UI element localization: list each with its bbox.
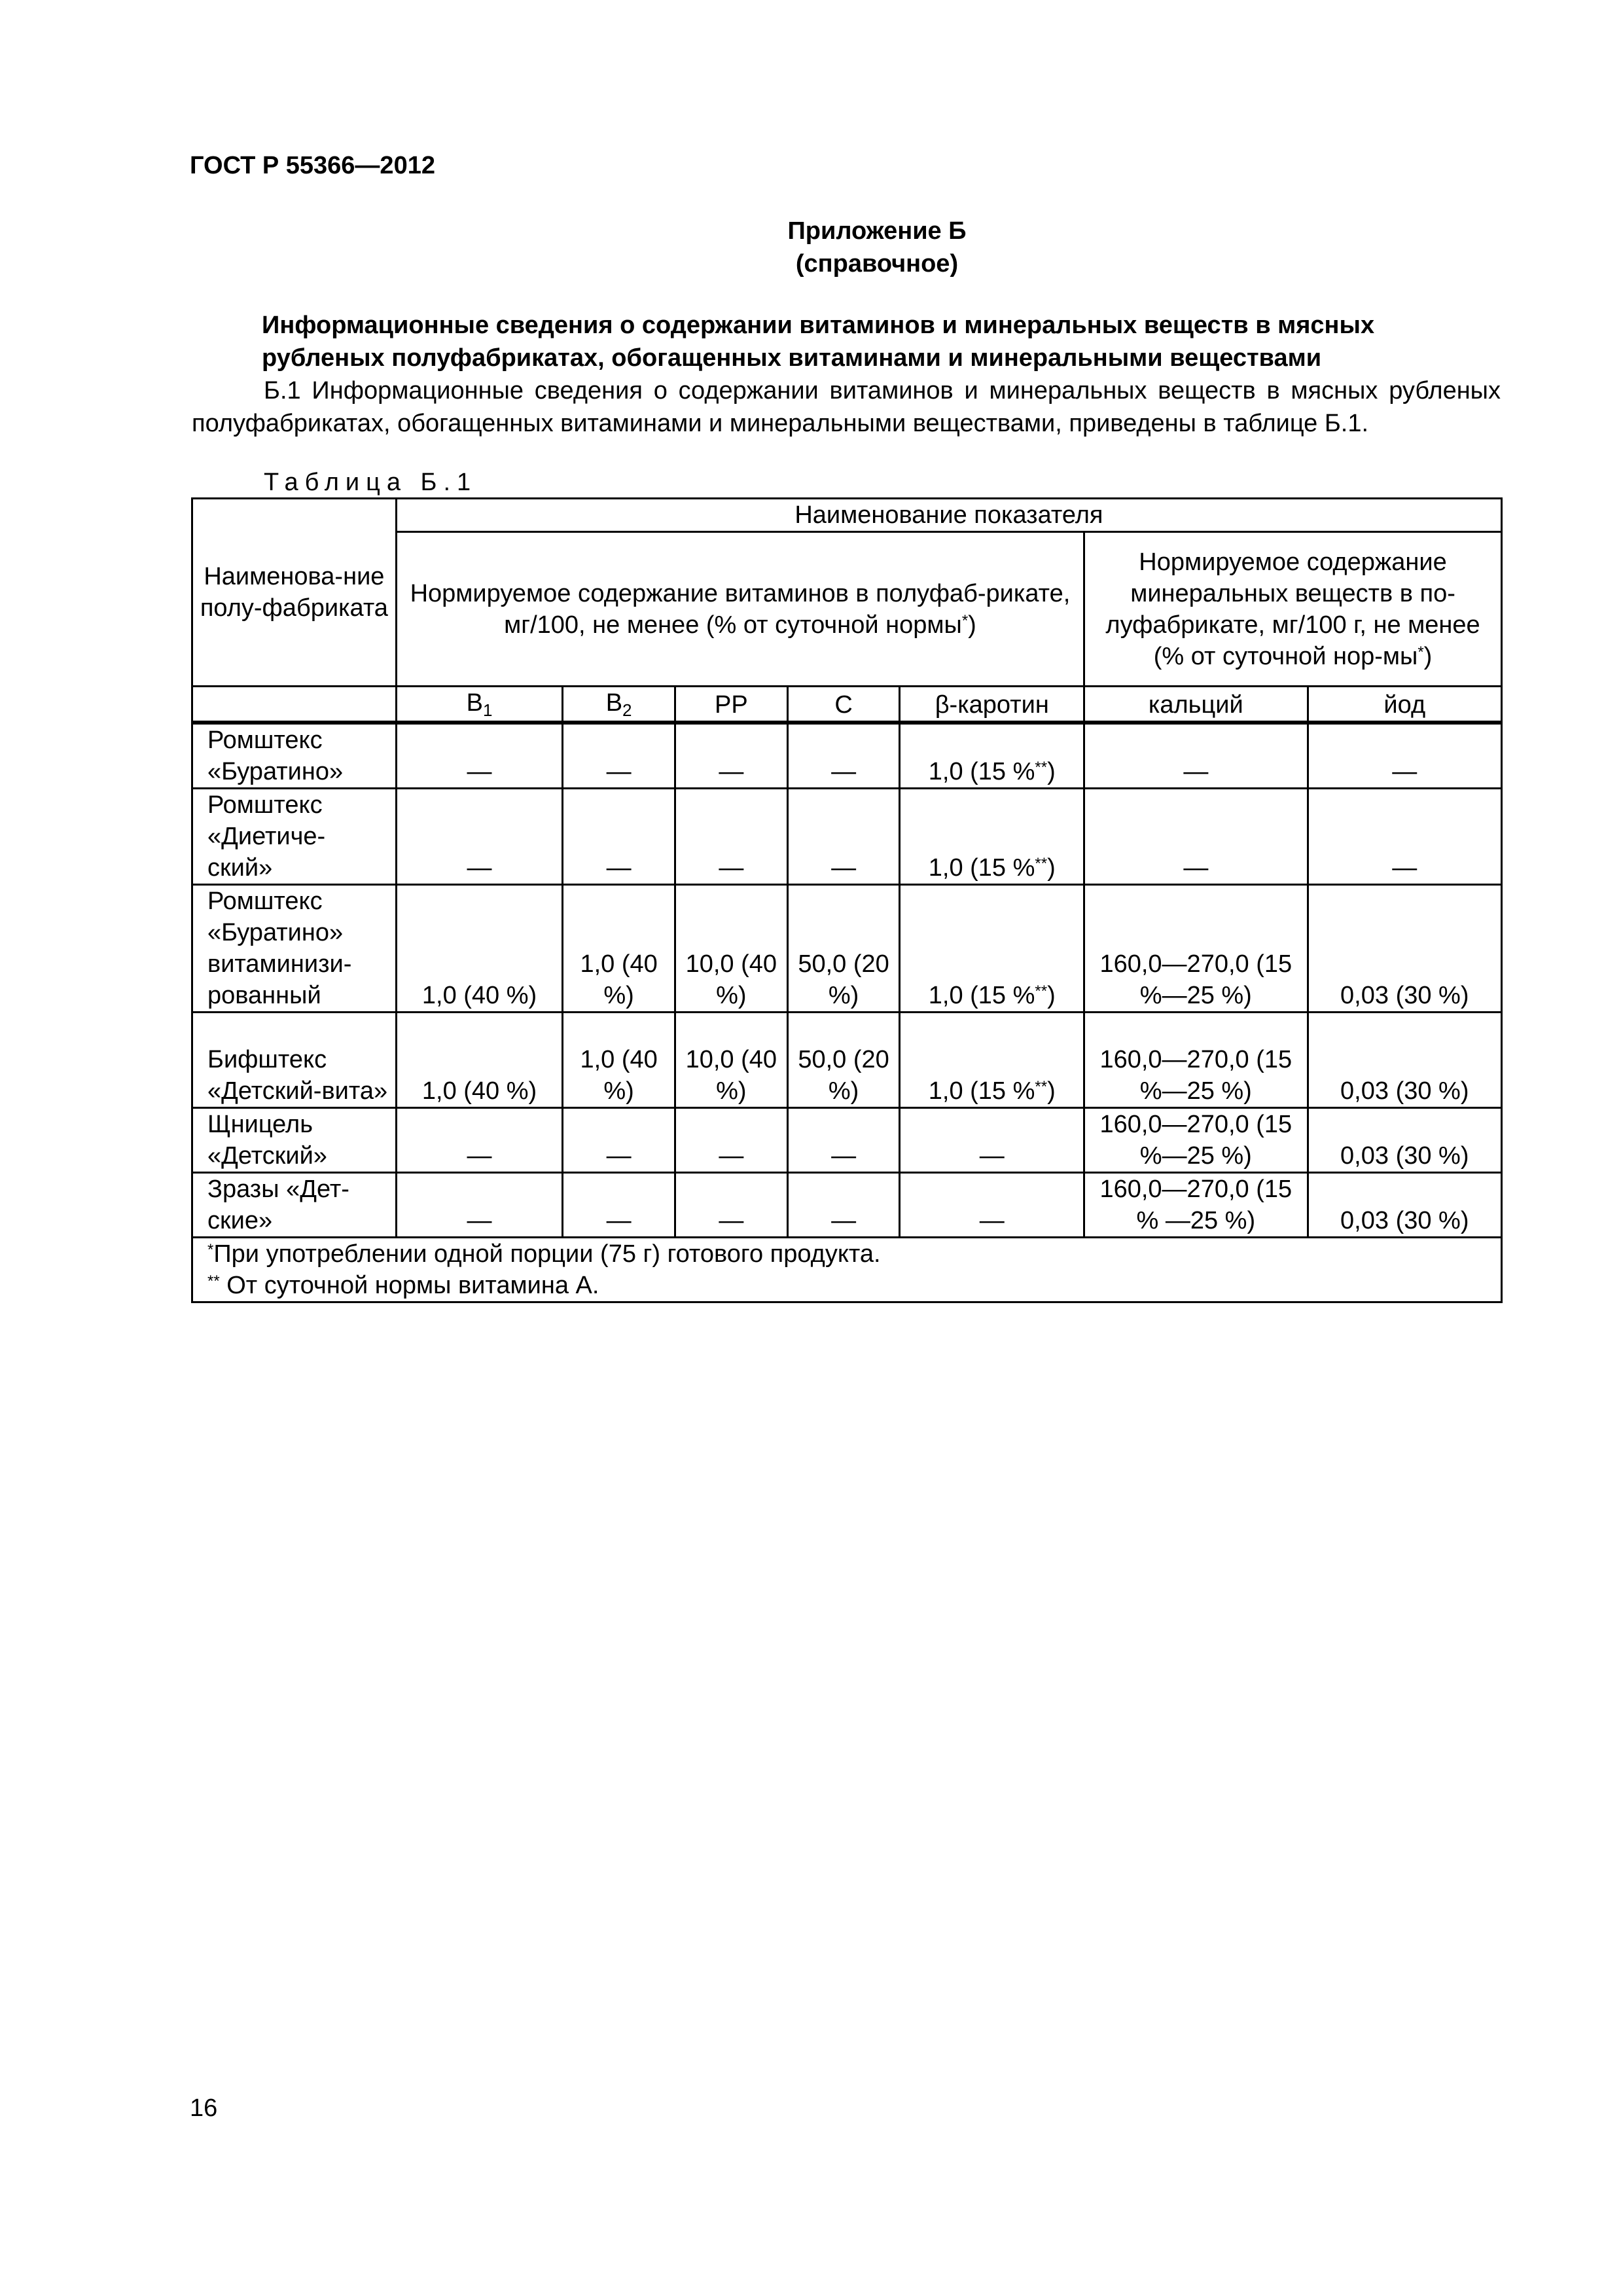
cell-iodine: — <box>1308 723 1501 789</box>
subheader-empty <box>192 687 397 723</box>
table-row <box>192 1108 1502 1173</box>
cell-beta-carotene: 1,0 (15 %**) <box>900 723 1084 789</box>
cell-product: Зразы «Дет-ские» <box>192 1173 397 1238</box>
cell-iodine: 0,03 (30 %) <box>1308 1108 1501 1173</box>
heading-line-2: рубленых полуфабрикатах, обогащенных витаминами и минеральными веществами <box>262 344 1322 372</box>
cell-beta-carotene: 1,0 (15 %**) <box>900 1013 1084 1108</box>
cell-pp: — <box>675 789 787 885</box>
cell-c: — <box>787 1108 900 1173</box>
nutrient-table <box>191 497 1503 1303</box>
table-row <box>192 789 1502 885</box>
cell-product: Щницель «Детский» <box>192 1108 397 1173</box>
cell-beta-carotene: — <box>900 1173 1084 1238</box>
cell-b1: 1,0 (40 %) <box>396 885 562 1013</box>
cell-iodine: — <box>1308 789 1501 885</box>
cell-b2: — <box>563 1108 675 1173</box>
cell-b2: — <box>563 1173 675 1238</box>
footnote-2: ** От суточной нормы витамина А. <box>207 1272 599 1299</box>
subheader-b1: $B_1$ <box>396 687 562 723</box>
appendix-kind: (справочное) <box>795 250 959 278</box>
cell-b1: — <box>396 789 562 885</box>
cell-c: — <box>787 789 900 885</box>
cell-pp: — <box>675 1108 787 1173</box>
cell-calcium: 160,0—270,0 (15 % —25 %) <box>1084 1173 1308 1238</box>
cell-c: 50,0 (20 %) <box>787 885 900 1013</box>
document-code: ГОСТ Р 55366—2012 <box>190 152 435 179</box>
header-indicator-group: Наименование показателя <box>396 499 1501 532</box>
table-caption: Таблица Б.1 <box>264 469 478 496</box>
intro-paragraph <box>192 374 1501 440</box>
header-vitamins: Нормируемое содержание витаминов в полуфаб-рикате, мг/100, не менее (% от суточной нормы*) <box>396 532 1084 687</box>
cell-b1: — <box>396 1173 562 1238</box>
cell-b2: — <box>563 789 675 885</box>
cell-product: Ромштекс «Буратино» витаминизи-рованный <box>192 885 397 1013</box>
subheader-c: C <box>787 687 900 723</box>
cell-calcium: — <box>1084 723 1308 789</box>
appendix-title: Приложение Б <box>787 217 967 245</box>
section-heading <box>262 309 1505 374</box>
cell-iodine: 0,03 (30 %) <box>1308 1173 1501 1238</box>
footnote-1: *При употреблении одной порции (75 г) готового продукта. <box>207 1240 881 1268</box>
table-row <box>192 723 1502 789</box>
header-product-name: Наименова-ние полу-фабриката <box>192 499 397 687</box>
cell-product: Бифштекс «Детский-вита» <box>192 1013 397 1108</box>
cell-iodine: 0,03 (30 %) <box>1308 1013 1501 1108</box>
cell-c: — <box>787 723 900 789</box>
subheader-b2: $B_2$ <box>563 687 675 723</box>
cell-iodine: 0,03 (30 %) <box>1308 885 1501 1013</box>
cell-b1: — <box>396 1108 562 1173</box>
cell-calcium: 160,0—270,0 (15 %—25 %) <box>1084 1108 1308 1173</box>
subheader-pp: PP <box>675 687 787 723</box>
footnotes-cell <box>192 1238 1502 1302</box>
cell-b2: 1,0 (40 %) <box>563 1013 675 1108</box>
cell-beta-carotene: — <box>900 1108 1084 1173</box>
subheader-beta-carotene: β-каротин <box>900 687 1084 723</box>
cell-beta-carotene: 1,0 (15 %**) <box>900 885 1084 1013</box>
cell-pp: — <box>675 1173 787 1238</box>
cell-b2: 1,0 (40 %) <box>563 885 675 1013</box>
subheader-calcium: кальций <box>1084 687 1308 723</box>
cell-c: — <box>787 1173 900 1238</box>
cell-b1: — <box>396 723 562 789</box>
appendix-heading <box>713 215 1041 280</box>
cell-calcium: 160,0—270,0 (15 %—25 %) <box>1084 885 1308 1013</box>
table-row <box>192 885 1502 1013</box>
cell-product: Ромштекс «Буратино» <box>192 723 397 789</box>
heading-line-1: Информационные сведения о содержании витаминов и минеральных веществ в мясных <box>262 312 1375 339</box>
cell-b2: — <box>563 723 675 789</box>
page-number: 16 <box>190 2094 218 2122</box>
cell-pp: 10,0 (40 %) <box>675 885 787 1013</box>
cell-beta-carotene: 1,0 (15 %**) <box>900 789 1084 885</box>
cell-c: 50,0 (20 %) <box>787 1013 900 1108</box>
subheader-iodine: йод <box>1308 687 1501 723</box>
intro-paragraph-text: Б.1 Информационные сведения о содержании витаминов и минеральных веществ в мясных рубленых полуфабрикатах, обогащенных витаминами и минеральными веществами, приведены в таблице Б.1. <box>192 377 1501 437</box>
table-row <box>192 1173 1502 1238</box>
table-footnotes <box>192 1238 1502 1302</box>
cell-calcium: 160,0—270,0 (15 %—25 %) <box>1084 1013 1308 1108</box>
cell-pp: — <box>675 723 787 789</box>
cell-product: Ромштекс «Диетиче-ский» <box>192 789 397 885</box>
cell-b1: 1,0 (40 %) <box>396 1013 562 1108</box>
cell-pp: 10,0 (40 %) <box>675 1013 787 1108</box>
cell-calcium: — <box>1084 789 1308 885</box>
table-row <box>192 1013 1502 1108</box>
header-minerals: Нормируемое содержание минеральных веществ в по-луфабрикате, мг/100 г, не менее (% от суточной нор-мы*) <box>1084 532 1502 687</box>
